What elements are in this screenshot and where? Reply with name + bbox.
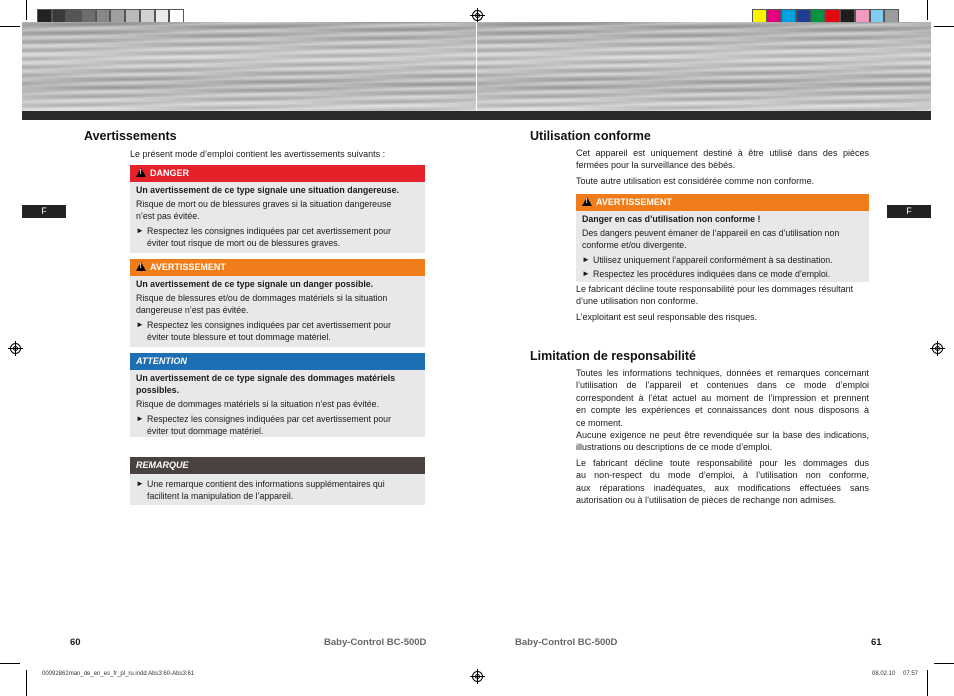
warning-text: Risque de blessures et/ou de dommages matériels si la situation dangereuse n’est pas évitée. <box>136 293 388 316</box>
color-swatch <box>752 9 767 23</box>
language-tab-right: F <box>887 205 931 218</box>
registration-mark-icon <box>10 343 21 354</box>
registration-mark-icon <box>932 343 943 354</box>
slug-date: 08.02.10 <box>872 671 896 677</box>
color-swatch <box>52 9 67 23</box>
color-swatch <box>781 9 796 23</box>
color-swatch <box>811 9 826 23</box>
danger-bullet: ► Respectez les consignes indiquées par cet avertissement pour éviter tout risque de mort ou de blessures graves. <box>136 225 392 248</box>
usage-warning-text: Des dangers peuvent émaner de l’appareil en cas d’utilisation non conforme et/ou divergente. <box>582 228 840 251</box>
crop-mark <box>0 663 20 664</box>
danger-label: DANGER <box>150 168 190 178</box>
registration-mark-icon <box>472 671 483 682</box>
usage-warning-box <box>576 194 869 282</box>
crop-mark <box>934 26 954 27</box>
usage-warning-lead: Danger en cas d’utilisation non conforme ! <box>582 214 761 224</box>
color-swatch <box>96 9 111 23</box>
color-swatch <box>155 9 170 23</box>
non-conform-paragraph: Toute autre utilisation est considérée comme non conforme. <box>576 176 815 186</box>
claims-paragraph: Aucune exigence ne peut être revendiquée sur la base des indications, illustrations ou descriptions de ce mode d’emploi. <box>576 430 869 453</box>
crop-mark <box>927 670 928 696</box>
usage-paragraph: Cet appareil est uniquement destiné à être utilisé dans des pièces fermées pour la surveillance des bébés. <box>576 148 869 171</box>
attention-box <box>130 353 425 437</box>
arrow-bullet-icon: ► <box>582 254 590 264</box>
gray-swatch-bar <box>37 9 184 23</box>
warning-triangle-icon <box>582 197 592 206</box>
warning-header <box>130 259 425 276</box>
header-band-right <box>477 22 931 111</box>
warning-label: AVERTISSEMENT <box>150 262 226 272</box>
danger-lead: Un avertissement de ce type signale une situation dangereuse. <box>136 185 400 195</box>
attention-text: Risque de dommages matériels si la situation n’est pas évitée. <box>136 399 380 410</box>
color-swatch <box>825 9 840 23</box>
footer-title-left: Baby-Control BC-500D <box>324 637 427 648</box>
crop-mark <box>927 0 928 20</box>
warning-triangle-icon <box>136 168 146 177</box>
color-swatch <box>110 9 125 23</box>
intro-text: Le présent mode d’emploi contient les avertissements suivants : <box>130 149 386 159</box>
remark-bullet: ► Une remarque contient des informations supplémentaires qui facilitent la manipulation de l’appareil. <box>136 479 385 502</box>
color-swatch-bar <box>752 9 899 23</box>
section-heading-utilisation: Utilisation conforme <box>530 129 651 143</box>
arrow-bullet-icon: ► <box>136 225 144 235</box>
warning-box <box>130 259 425 347</box>
arrow-bullet-icon: ► <box>136 413 144 423</box>
liability-paragraph: Le fabricant décline toute responsabilité pour les dommages résultant d’une utilisation non conforme. <box>576 284 854 307</box>
danger-text: Risque de mort ou de blessures graves si la situation dangereuse n’est pas évitée. <box>136 199 392 222</box>
operator-paragraph: L’exploitant est seul responsable des risques. <box>576 312 758 322</box>
crop-mark <box>934 663 954 664</box>
danger-header <box>130 165 425 182</box>
footer-title-right: Baby-Control BC-500D <box>515 637 618 648</box>
color-swatch <box>169 9 184 23</box>
attention-header: ATTENTION <box>130 353 425 370</box>
file-slug: 00092862man_de_en_es_fr_pl_ru.indd Abs3:60-Abs3:61 <box>42 671 195 677</box>
arrow-bullet-icon: ► <box>136 479 144 488</box>
section-heading-limitation: Limitation de responsabilité <box>530 349 696 363</box>
color-swatch <box>767 9 782 23</box>
remark-box <box>130 457 425 505</box>
warning-triangle-icon <box>136 262 146 271</box>
color-swatch <box>37 9 52 23</box>
language-tab-left: F <box>22 205 66 218</box>
color-swatch <box>840 9 855 23</box>
color-swatch <box>796 9 811 23</box>
arrow-bullet-icon: ► <box>136 319 144 329</box>
page-number-right: 61 <box>871 637 882 648</box>
warning-lead: Un avertissement de ce type signale un danger possible. <box>136 279 374 289</box>
color-swatch <box>125 9 140 23</box>
slug-time: 07:57 <box>903 671 919 677</box>
usage-warning-bullet: ► Respectez les procédures indiquées dans ce mode d’emploi. <box>582 268 831 279</box>
header-rule <box>22 111 931 120</box>
attention-bullet: ► Respectez les consignes indiquées par cet avertissement pour éviter tout dommage matériel. <box>136 413 392 436</box>
remark-header: REMARQUE <box>130 457 425 474</box>
color-swatch <box>81 9 96 23</box>
color-swatch <box>884 9 899 23</box>
section-heading-avertissements: Avertissements <box>84 129 177 143</box>
crop-mark <box>26 670 27 696</box>
color-swatch <box>66 9 81 23</box>
manufacturer-paragraph: Le fabricant décline toute responsabilité pour les dommages dus au non-respect du mode d’emploi, à l’utilisation non conforme, aux réparations inadéquates, aux modifications effectuées sans autorisation ou à l’utilisation de pièces de rechange non admises. <box>576 458 869 506</box>
color-swatch <box>870 9 885 23</box>
danger-box <box>130 165 425 253</box>
crop-mark <box>0 26 20 27</box>
color-swatch <box>855 9 870 23</box>
crop-mark <box>26 0 27 20</box>
usage-warning-header <box>576 194 869 211</box>
arrow-bullet-icon: ► <box>582 268 590 278</box>
warning-bullet: ► Respectez les consignes indiquées par cet avertissement pour éviter toute blessure et tout dommage matériel. <box>136 319 392 342</box>
info-paragraph: Toutes les informations techniques, données et remarques concernant l’utilisation de l’appareil et contenues dans ce mode d’emploi correspondent à l’état actuel au moment de l’impression et prennent en compte les expériences et connaissances dont nous disposons à ce moment. <box>576 368 869 428</box>
color-swatch <box>140 9 155 23</box>
usage-warning-label: AVERTISSEMENT <box>596 197 672 207</box>
page-number-left: 60 <box>70 637 81 648</box>
header-band-left <box>22 22 476 111</box>
attention-lead: Un avertissement de ce type signale des dommages matériels possibles. <box>136 373 396 396</box>
registration-mark-icon <box>472 10 483 21</box>
usage-warning-bullet: ► Utilisez uniquement l’appareil conformément à sa destination. <box>582 254 833 265</box>
